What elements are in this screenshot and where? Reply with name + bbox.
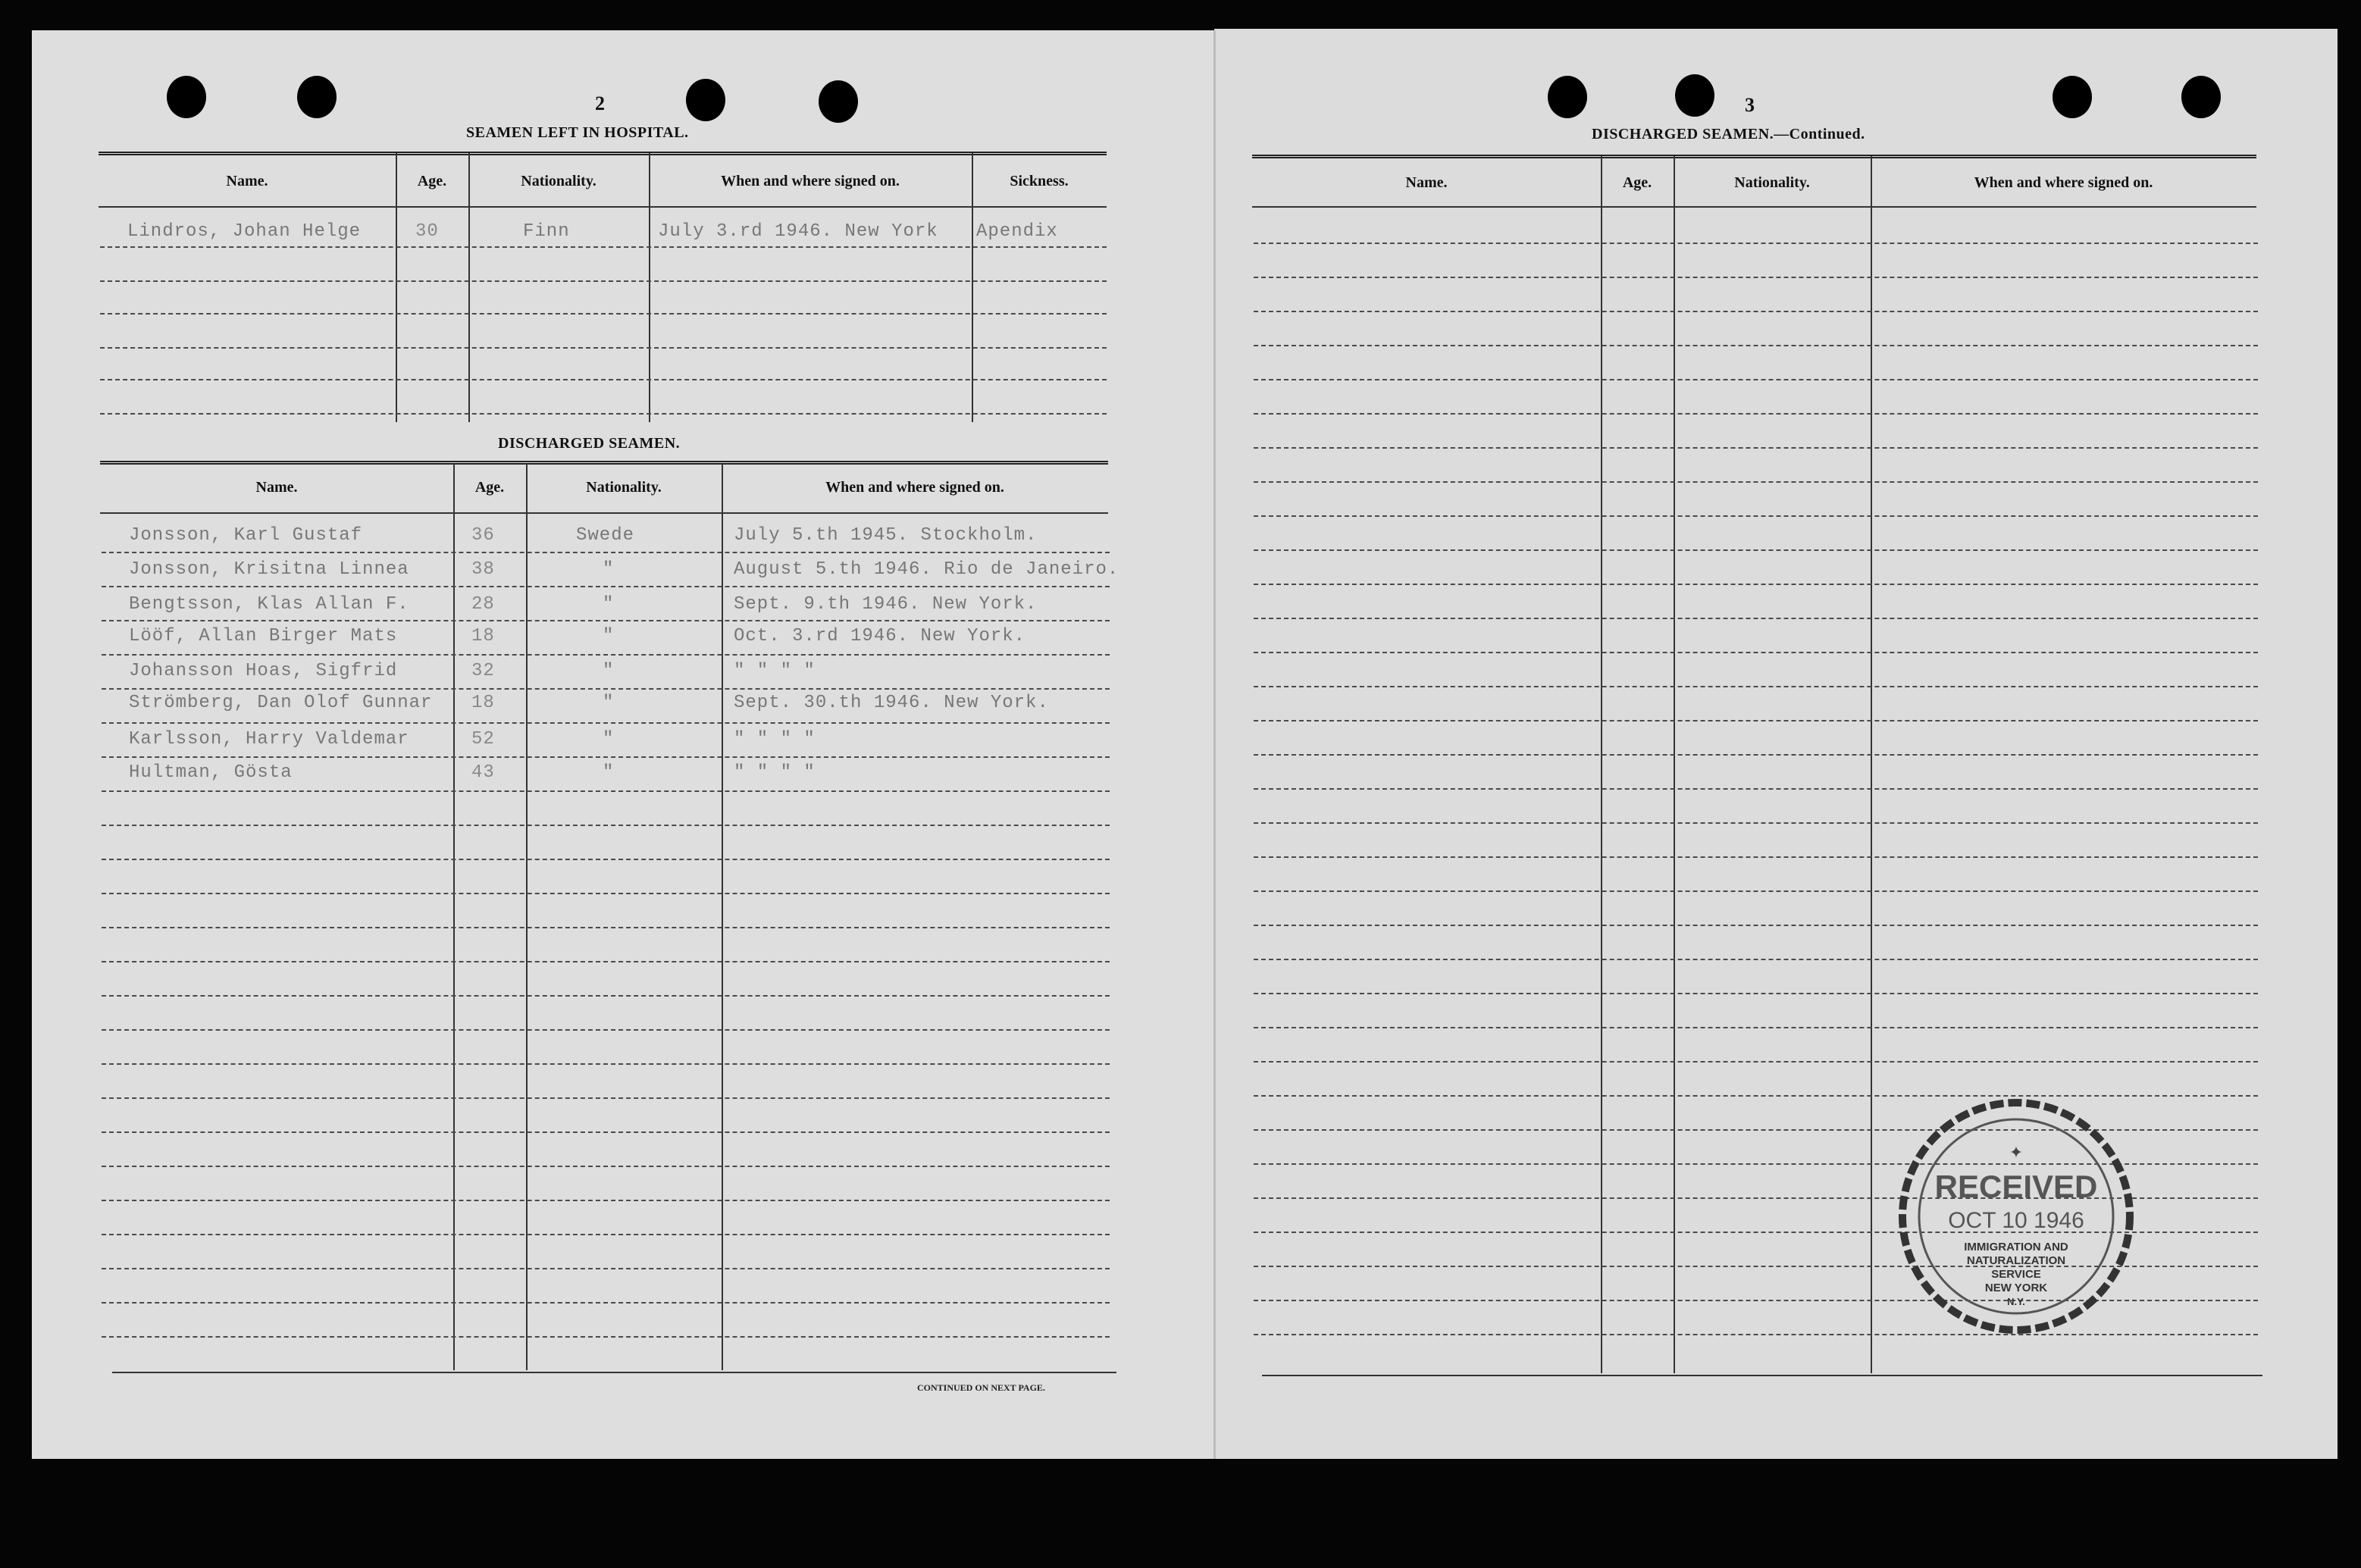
ruled-line xyxy=(1254,481,2258,483)
discharged-age: 18 xyxy=(471,626,495,646)
stamp-label: RECEIVED xyxy=(1934,1169,2098,1204)
column-header: Name. xyxy=(255,479,298,496)
ruled-line xyxy=(102,790,1110,792)
hospital-age: 30 xyxy=(415,221,439,242)
discharged-signed-on: " " " " xyxy=(734,762,816,783)
ruled-line xyxy=(102,1302,1110,1304)
ruled-line xyxy=(1254,584,2258,585)
column-header: Sickness. xyxy=(1010,173,1069,189)
ruled-line xyxy=(102,927,1110,928)
discharged-age: 43 xyxy=(471,762,495,783)
ruled-line xyxy=(1254,720,2258,721)
ruled-line xyxy=(100,379,1107,380)
discharged-signed-on: Sept. 30.th 1946. New York. xyxy=(734,693,1049,713)
discharged-signed-on: " " " " xyxy=(734,661,816,681)
stamp-line: IMMIGRATION AND xyxy=(1964,1241,2068,1253)
discharged-age: 18 xyxy=(471,693,495,713)
ruled-line xyxy=(1254,311,2258,312)
rule xyxy=(1252,155,2256,158)
ruled-line xyxy=(1254,345,2258,346)
stamp-line: NEW YORK xyxy=(1984,1282,2048,1294)
ruled-line xyxy=(1254,549,2258,551)
stamp-line: NATURALIZATION xyxy=(1966,1254,2066,1267)
ruled-line xyxy=(1254,618,2258,619)
column-header: Nationality. xyxy=(521,173,597,189)
discharged-nationality: Swede xyxy=(576,525,635,546)
ruled-line xyxy=(1254,447,2258,449)
discharged-name: Hultman, Gösta xyxy=(129,762,293,783)
ruled-line xyxy=(1254,686,2258,687)
ruled-line xyxy=(102,893,1110,894)
column-header: Name. xyxy=(1405,174,1448,191)
ruled-line xyxy=(102,1234,1110,1235)
ruled-line xyxy=(102,654,1110,656)
discharged-nationality: " xyxy=(603,693,615,713)
column-header: Name. xyxy=(226,173,268,189)
rule xyxy=(1252,206,2256,208)
ruled-line xyxy=(100,313,1107,315)
ruled-line xyxy=(100,347,1107,349)
rule xyxy=(1262,1375,2262,1376)
discharged-name: Johansson Hoas, Sigfrid xyxy=(129,661,398,681)
ruled-line xyxy=(102,859,1110,860)
column-header: When and where signed on. xyxy=(721,173,900,189)
ruled-line xyxy=(1254,822,2258,824)
stamp-star-icon: ✦ xyxy=(2009,1143,2024,1162)
ruled-line xyxy=(1254,277,2258,278)
discharged-name: Bengtsson, Klas Allan F. xyxy=(129,594,409,615)
discharged-nationality: " xyxy=(603,594,615,615)
discharged-name: Jonsson, Krisitna Linnea xyxy=(129,559,409,580)
discharged-age: 32 xyxy=(471,661,495,681)
ruled-line xyxy=(102,586,1110,587)
column-divider xyxy=(649,153,650,422)
column-header: Age. xyxy=(417,173,447,189)
ruled-line xyxy=(1254,413,2258,415)
ruled-line xyxy=(102,825,1110,826)
ruled-line xyxy=(1254,652,2258,653)
ruled-line xyxy=(102,961,1110,962)
discharged-name: Jonsson, Karl Gustaf xyxy=(129,525,363,546)
discharged-nationality: " xyxy=(603,559,615,580)
ruled-line xyxy=(102,995,1110,997)
ruled-line xyxy=(1254,1061,2258,1063)
ruled-line xyxy=(102,1131,1110,1133)
column-divider xyxy=(1674,156,1675,1373)
column-header: Age. xyxy=(1622,174,1652,191)
ruled-line xyxy=(102,552,1110,553)
hospital-signed-on: July 3.rd 1946. New York xyxy=(658,221,938,242)
discharged-name: Strömberg, Dan Olof Gunnar xyxy=(129,693,433,713)
stamp-line: N.Y. xyxy=(2007,1296,2025,1307)
column-header: When and where signed on. xyxy=(1974,174,2153,191)
discharged-signed-on: August 5.th 1946. Rio de Janeiro. xyxy=(734,559,1119,580)
column-divider xyxy=(1871,156,1872,1373)
discharged-nationality: " xyxy=(603,729,615,750)
ruled-line xyxy=(1254,890,2258,892)
continued-footer: CONTINUED ON NEXT PAGE. xyxy=(917,1382,1045,1393)
hospital-sickness: Apendix xyxy=(976,221,1058,242)
hospital-section-title: SEAMEN LEFT IN HOSPITAL. xyxy=(466,124,689,141)
punch-hole xyxy=(1548,76,1587,118)
rule xyxy=(99,152,1107,155)
column-divider xyxy=(1601,156,1602,1373)
discharged-nationality: " xyxy=(603,626,615,646)
hospital-name: Lindros, Johan Helge xyxy=(127,221,362,242)
discharged-section-title: DISCHARGED SEAMEN. xyxy=(498,435,681,452)
punch-hole xyxy=(686,79,725,121)
discharged-signed-on: July 5.th 1945. Stockholm. xyxy=(734,525,1038,546)
discharged-nationality: " xyxy=(603,661,615,681)
ruled-line xyxy=(102,1268,1110,1269)
punch-hole xyxy=(167,76,206,118)
discharged-age: 52 xyxy=(471,729,495,750)
discharged-name: Karlsson, Harry Valdemar xyxy=(129,729,409,750)
ruled-line xyxy=(100,413,1107,415)
ruled-line xyxy=(102,1200,1110,1201)
discharged-age: 28 xyxy=(471,594,495,615)
ruled-line xyxy=(102,1166,1110,1167)
discharged-age: 38 xyxy=(471,559,495,580)
ruled-line xyxy=(102,620,1110,621)
ruled-line xyxy=(1254,754,2258,756)
stamp-date: OCT 10 1946 xyxy=(1948,1208,2084,1233)
column-divider xyxy=(972,153,973,422)
column-header: Age. xyxy=(474,479,505,496)
received-stamp xyxy=(1891,1091,2141,1341)
ruled-line xyxy=(102,1097,1110,1099)
discharged-age: 36 xyxy=(471,525,495,546)
ruled-line xyxy=(100,246,1107,248)
ruled-line xyxy=(100,280,1107,282)
rule xyxy=(100,461,1108,465)
ruled-line xyxy=(1254,959,2258,960)
discharged-signed-on: Oct. 3.rd 1946. New York. xyxy=(734,626,1026,646)
punch-hole xyxy=(819,80,858,123)
ruled-line xyxy=(1254,788,2258,790)
column-header: Nationality. xyxy=(586,479,662,496)
column-divider xyxy=(468,153,470,422)
discharged-continued-title: DISCHARGED SEAMEN.—Continued. xyxy=(1592,126,1865,142)
ruled-line xyxy=(1254,856,2258,858)
column-divider xyxy=(396,153,397,422)
stamp-line: SERVICE xyxy=(1991,1268,2041,1281)
ruled-line xyxy=(102,688,1110,690)
ruled-line xyxy=(1254,379,2258,380)
ruled-line xyxy=(1254,515,2258,517)
page-fold xyxy=(1213,30,1216,1459)
punch-hole xyxy=(1675,74,1714,117)
ruled-line xyxy=(102,722,1110,724)
ruled-line xyxy=(1254,1027,2258,1028)
ruled-line xyxy=(102,756,1110,758)
ruled-line xyxy=(102,1029,1110,1031)
discharged-signed-on: Sept. 9.th 1946. New York. xyxy=(734,594,1038,615)
discharged-signed-on: " " " " xyxy=(734,729,816,750)
discharged-nationality: " xyxy=(603,762,615,783)
hospital-nationality: Finn xyxy=(523,221,570,242)
punch-hole xyxy=(297,76,337,118)
punch-hole xyxy=(2181,76,2221,118)
column-header: When and where signed on. xyxy=(825,479,1004,496)
page-number-left: 2 xyxy=(595,92,605,114)
column-header: Nationality. xyxy=(1734,174,1810,191)
rule xyxy=(99,206,1107,208)
rule xyxy=(112,1372,1116,1373)
rule xyxy=(100,512,1108,514)
ruled-line xyxy=(1254,243,2258,244)
page-number-right: 3 xyxy=(1745,94,1755,116)
ruled-line xyxy=(1254,925,2258,926)
ruled-line xyxy=(1254,993,2258,994)
ruled-line xyxy=(102,1336,1110,1338)
punch-hole xyxy=(2053,76,2092,118)
ruled-line xyxy=(102,1063,1110,1065)
discharged-name: Lööf, Allan Birger Mats xyxy=(129,626,398,646)
